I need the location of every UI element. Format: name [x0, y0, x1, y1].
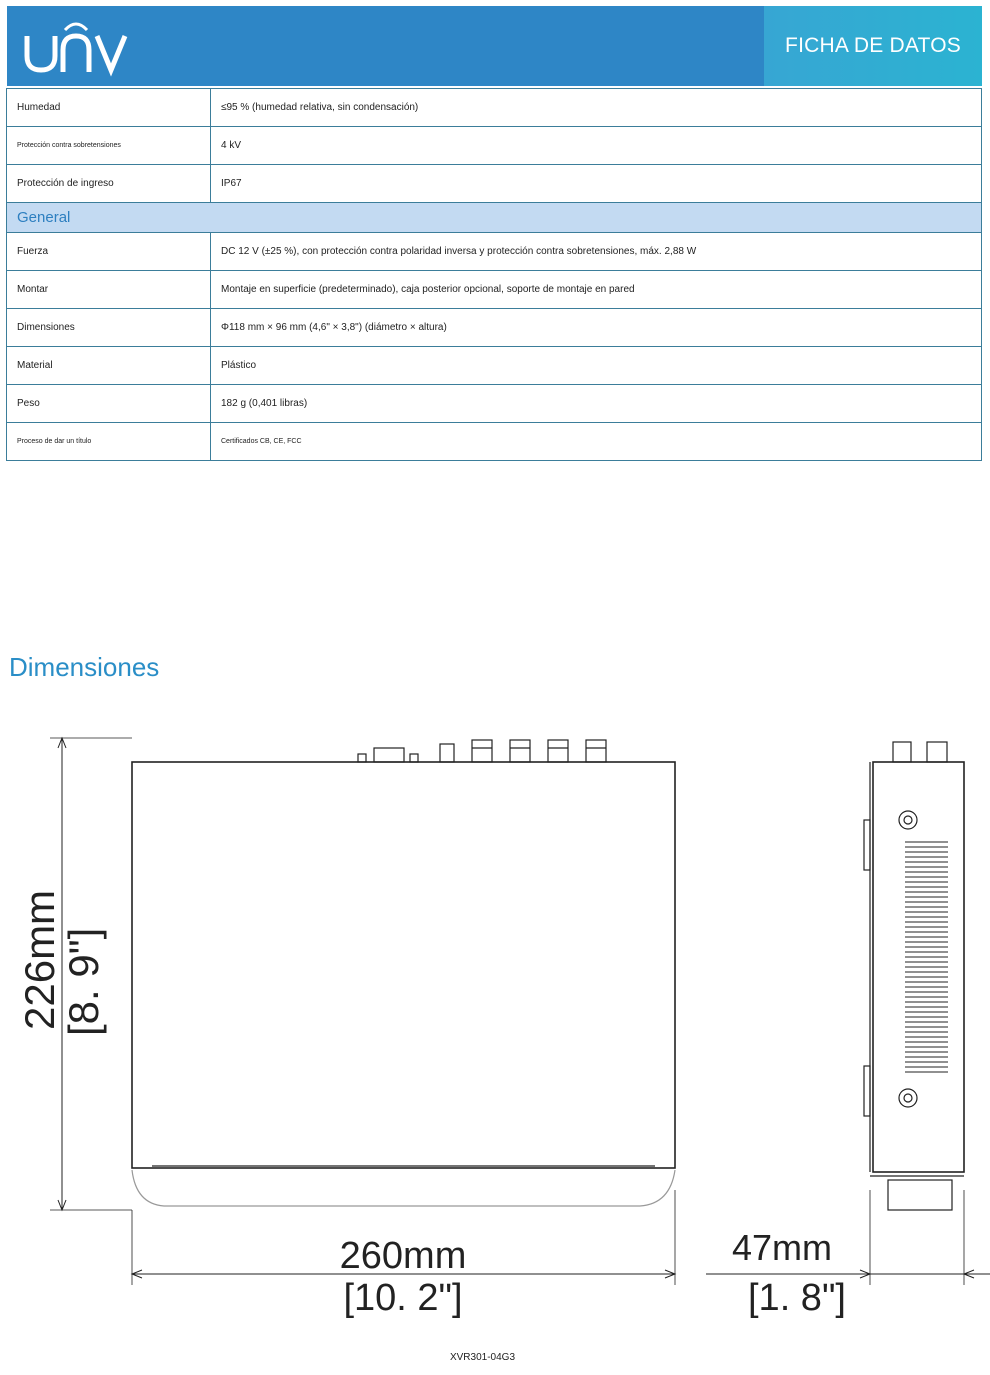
table-row: [7, 309, 982, 347]
row-label: Montar: [7, 271, 211, 309]
width-in-label: [10. 2"]: [343, 1277, 463, 1319]
unv-logo: [21, 14, 131, 80]
table-row: [7, 385, 982, 423]
header-bar: [7, 6, 982, 86]
side-vents: [905, 842, 948, 1072]
table-row: [7, 233, 982, 271]
row-label: Humedad: [7, 89, 211, 127]
height-in-label: [8. 9"]: [60, 927, 107, 1036]
width-mm-label: 260mm: [339, 1235, 467, 1277]
row-label: Peso: [7, 385, 211, 423]
row-value: Certificados CB, CE, FCC: [211, 423, 982, 461]
row-label: Material: [7, 347, 211, 385]
row-value: Plástico: [211, 347, 982, 385]
row-value: DC 12 V (±25 %), con protección contra polaridad inversa y protección contra sobretensiones, máx. 2,88 W: [211, 233, 982, 271]
row-label: Protección de ingreso: [7, 165, 211, 203]
model-footer: XVR301-04G3: [449, 1352, 516, 1363]
row-value: ≤95 % (humedad relativa, sin condensación): [211, 89, 982, 127]
datasheet-banner: FICHA DE DATOS: [764, 6, 982, 86]
table-row: [7, 127, 982, 165]
row-value: Montaje en superficie (predeterminado), caja posterior opcional, soporte de montaje en pared: [211, 271, 982, 309]
section-header: [7, 203, 982, 233]
spec-table: [6, 88, 982, 461]
row-label: Protección contra sobretensiones: [7, 127, 211, 165]
depth-in-label: [1. 8"]: [748, 1277, 846, 1319]
row-value: Φ118 mm × 96 mm (4,6" × 3,8") (diámetro × altura): [211, 309, 982, 347]
front-view-body: [132, 762, 675, 1168]
table-row: [7, 165, 982, 203]
dimensions-heading: Dimensiones: [9, 652, 160, 682]
row-label: Fuerza: [7, 233, 211, 271]
section-title: General: [7, 203, 982, 233]
side-foot: [888, 1180, 952, 1210]
side-screw-bottom: [899, 1089, 917, 1107]
table-row: [7, 423, 982, 461]
rear-connectors: [358, 740, 606, 762]
row-value: 4 kV: [211, 127, 982, 165]
table-row: [7, 271, 982, 309]
side-screw-top: [899, 811, 917, 829]
depth-mm-label: 47mm: [731, 1227, 833, 1268]
row-label: Proceso de dar un título: [7, 423, 211, 461]
table-row: [7, 347, 982, 385]
front-view-bumper: [132, 1170, 675, 1206]
table-row: [7, 89, 982, 127]
dimension-drawing: [0, 700, 990, 1340]
row-label: Dimensiones: [7, 309, 211, 347]
row-value: IP67: [211, 165, 982, 203]
height-mm-label: 226mm: [16, 889, 63, 1030]
row-value: 182 g (0,401 libras): [211, 385, 982, 423]
